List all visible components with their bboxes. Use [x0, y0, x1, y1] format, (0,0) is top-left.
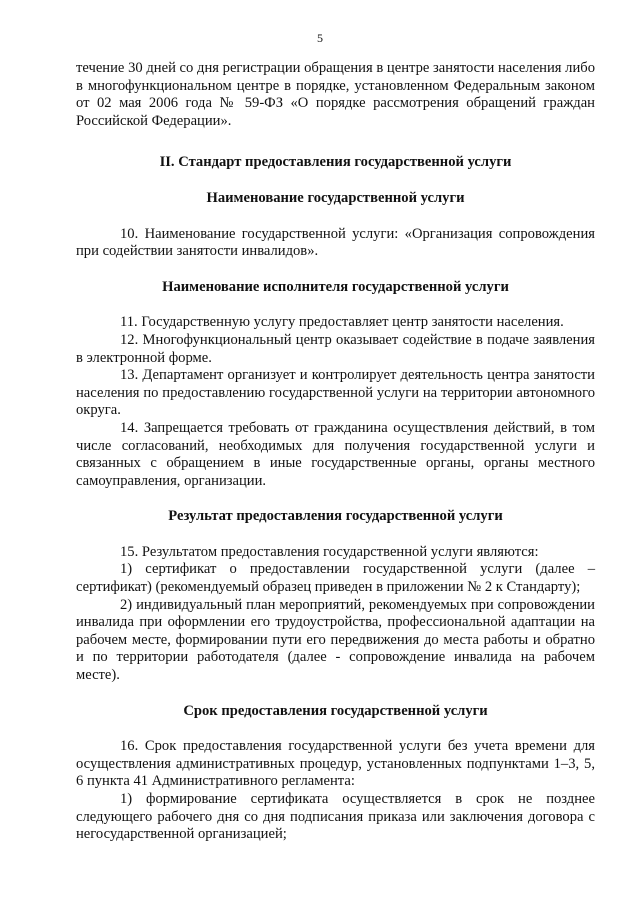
- paragraph-13: 13. Департамент организует и контролирует деятельность центра занятости населения по предоставлению государственной услуги на территории автономного округа.: [76, 367, 595, 419]
- paragraph-12: 12. Многофункциональный центр оказывает содействие в подаче заявления в электронной форме.: [76, 331, 595, 366]
- paragraph-14: 14. Запрещается требовать от гражданина осуществления действий, в том числе согласований, необходимых для получения государственной услуги и связанных с обращением в иные государственные органы, органы местного самоуправления, организации.: [76, 419, 595, 489]
- section-title: II. Стандарт предоставления государственной услуги: [159, 154, 512, 171]
- paragraph-15: 15. Результатом предоставления государственной услуги являются:: [120, 543, 539, 560]
- result-heading: Результат предоставления государственной услуги: [168, 508, 503, 525]
- page-number: 5: [317, 31, 323, 45]
- paragraph-15-item-1: 1) сертификат о предоставлении государственной услуги (далее – сертификат) (рекомендуемый образец приведен в приложении № 2 к Стандарту);: [76, 561, 595, 596]
- paragraph-16: 16. Срок предоставления государственной услуги без учета времени для осуществления административных процедур, установленных подпунктами 1–3, 5, 6 пункта 41 Административного регламента:: [76, 738, 595, 790]
- paragraph-11: 11. Государственную услугу предоставляет центр занятости населения.: [120, 314, 564, 331]
- paragraph-16-item-1: 1) формирование сертификата осуществляется в срок не позднее следующего рабочего дня со дня подписания приказа или заключения договора с негосударственной организацией;: [76, 791, 595, 843]
- service-name-heading: Наименование государственной услуги: [206, 189, 465, 206]
- intro-paragraph: течение 30 дней со дня регистрации обращения в центре занятости населения либо в многофункциональном центре в порядке, установленном Федеральным законом от 02 мая 2006 года № 59-ФЗ «О порядке рассмотрения обращений граждан Российской Федерации».: [76, 60, 595, 129]
- paragraph-15-item-2: 2) индивидуальный план мероприятий, рекомендуемых при сопровождении инвалида при оформлении его трудоустройства, профессиональной адаптации на рабочем месте, формировании пути его передвижения до места работы и обратно и по территории работодателя (далее - сопровождение инвалида на рабочем месте).: [76, 596, 595, 684]
- term-heading: Срок предоставления государственной услуги: [183, 702, 488, 719]
- executor-heading: Наименование исполнителя государственной услуги: [162, 278, 509, 295]
- paragraph-10: 10. Наименование государственной услуги: «Организация сопровождения при содействии занятости инвалидов».: [76, 225, 595, 260]
- document-body: [76, 60, 595, 844]
